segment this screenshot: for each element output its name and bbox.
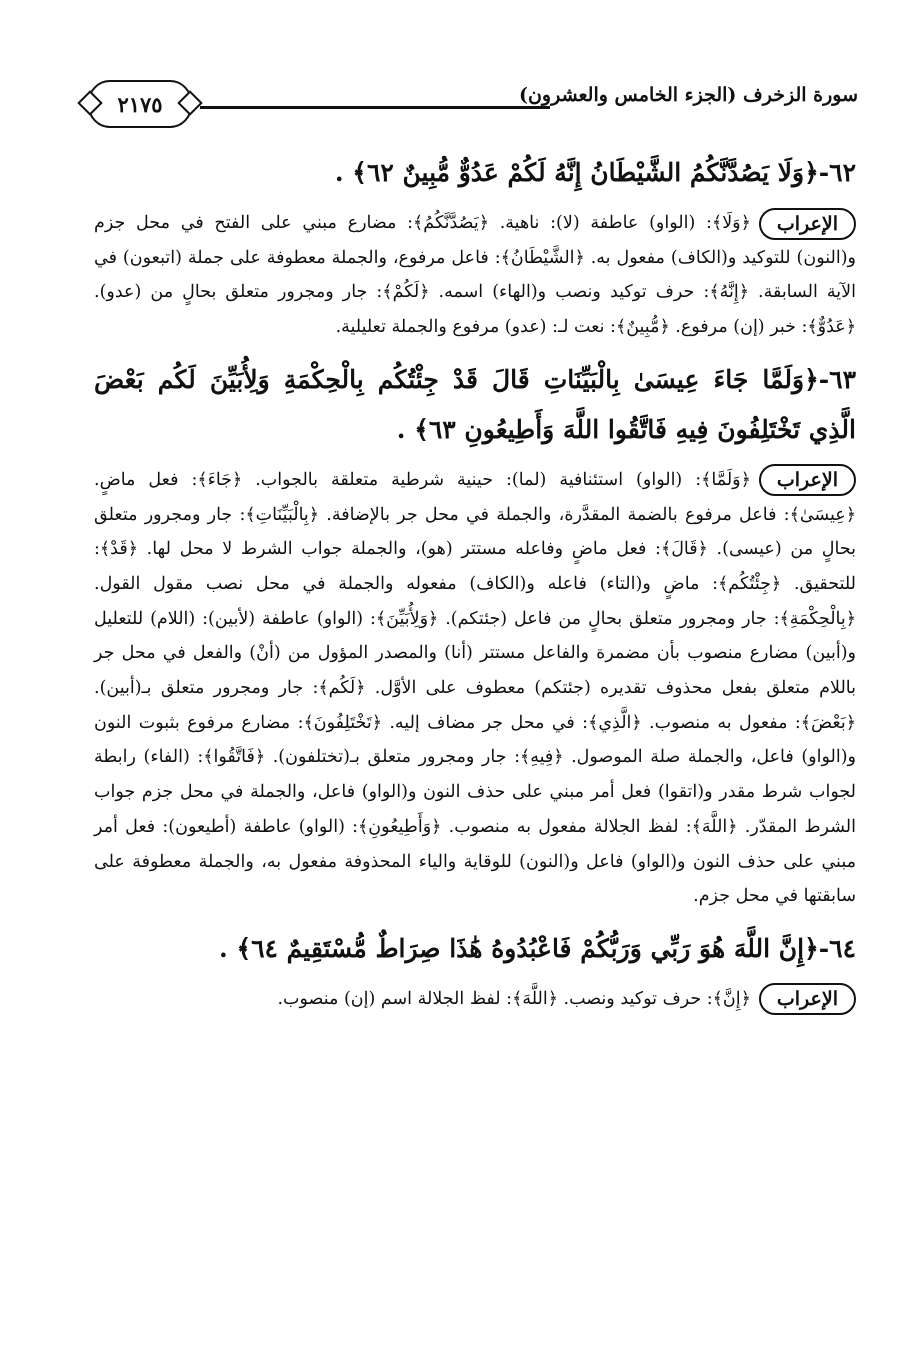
verse-63 — [94, 355, 856, 455]
page-header — [88, 78, 858, 130]
header-rule — [200, 106, 550, 109]
irab-label: الإعراب — [759, 208, 856, 240]
verse-64 — [94, 924, 856, 974]
verse-number: ٦٣- — [818, 364, 856, 394]
irab-text: ﴿وَلَا﴾: (الواو) عاطفة (لا): ناهية. ﴿يَصُدَّنَّكُمُ﴾: مضارع مبني على الفتح في محل جزم و(النون) للتوكيد و(الكاف) مفعول به. ﴿الشَّيْطَانُ﴾: فاعل مرفوع، والجملة معطوفة على جملة (اتبعون) في الآية السابقة. ﴿إِنَّهُ﴾: حرف توكيد ونصب و(الهاء) اسمه. ﴿لَكُمْ﴾: جار ومجرور متعلق بحالٍ من (عدو). ﴿عَدُوٌّ﴾: خبر (إن) مرفوع. ﴿مُّبِينٌ﴾: نعت لـ: (عدو) مرفوع والجملة تعليلية. — [94, 213, 856, 338]
verse-number: ٦٤- — [818, 933, 856, 963]
verse-text: ﴿إِنَّ اللَّهَ هُوَ رَبِّي وَرَبُّكُمْ فَاعْبُدُوهُ هَٰذَا صِرَاطٌ مُّسْتَقِيمٌ ٦٤﴾ . — [219, 933, 819, 963]
page-number: ٢١٧٥ — [88, 80, 192, 128]
verse-text: ﴿وَلَا يَصُدَّنَّكُمُ الشَّيْطَانُ إِنَّهُ لَكُمْ عَدُوٌّ مُّبِينٌ ٦٢﴾ . — [334, 158, 819, 187]
irab-text: ﴿وَلَمَّا﴾: (الواو) استئنافية (لما): حينية شرطية متعلقة بالجواب. ﴿جَاءَ﴾: فعل ماضٍ. ﴿عِيسَىٰ﴾: فاعل مرفوع بالضمة المقدَّرة، والجملة في محل جر بالإضافة. ﴿بِالْبَيِّنَاتِ﴾: جار ومجرور متعلق بحالٍ من (عيسى). ﴿قَالَ﴾: فعل ماضٍ وفاعله مستتر (هو)، والجملة جواب الشرط لا محل لها. ﴿قَدْ﴾: للتحقيق. ﴿جِئْتُكُم﴾: ماضٍ و(التاء) فاعله و(الكاف) مفعوله والجملة في محل نصب مقول القول. ﴿بِالْحِكْمَةِ﴾: جار ومجرور متعلق بحالٍ من فاعل (جئتكم). ﴿وَلِأُبَيِّنَ﴾: (الواو) عاطفة (لأبين): (اللام) للتعليل و(أبين) مضارع منصوب بأن مضمرة والفاعل مستتر (أنا) والمصدر المؤول من (أنْ) والفعل في محل جر باللام متعلق بفعل محذوف تقديره (جئتكم) معطوف على الأوَّل. ﴿لَكُم﴾: جار ومجرور متعلق بـ(أبين). ﴿بَعْضَ﴾: مفعول به منصوب. ﴿الَّذِي﴾: في محل جر مضاف إليه. ﴿تَخْتَلِفُونَ﴾: مضارع مرفوع بثبوت النون و(الواو) فاعل، والجملة صلة الموصول. ﴿فِيهِ﴾: جار ومجرور متعلق بـ(تختلفون). ﴿فَاتَّقُوا﴾: (الفاء) رابطة لجواب شرط مقدر و(اتقوا) فعل أمر مبني على حذف النون و(الواو) فاعل، والجملة في محل جزم جواب الشرط المقدّر. ﴿اللَّهَ﴾: لفظ الجلالة مفعول به منصوب. ﴿وَأَطِيعُونِ﴾: (الواو) عاطفة (أطيعون): فعل أمر مبني على حذف النون و(الواو) فاعل و(النون) للوقاية والياء المحذوفة مفعول به، والجملة معطوفة على سابقتها في محل جزم. — [94, 469, 856, 907]
irab-62 — [94, 206, 856, 345]
irab-64 — [94, 982, 856, 1017]
running-title: سورة الزخرف (الجزء الخامس والعشرون) — [518, 84, 858, 106]
irab-63 — [94, 463, 856, 914]
irab-text: ﴿إِنَّ﴾: حرف توكيد ونصب. ﴿اللَّهَ﴾: لفظ الجلالة اسم (إن) منصوب. — [277, 988, 751, 1009]
irab-label: الإعراب — [759, 983, 856, 1015]
page-content — [94, 148, 856, 1027]
verse-62 — [94, 148, 856, 198]
verse-text: ﴿وَلَمَّا جَاءَ عِيسَىٰ بِالْبَيِّنَاتِ قَالَ قَدْ جِئْتُكُم بِالْحِكْمَةِ وَلِأُبَيِّنَ لَكُم بَعْضَ الَّذِي تَخْتَلِفُونَ فِيهِ فَاتَّقُوا اللَّهَ وَأَطِيعُونِ ٦٣﴾ . — [94, 364, 856, 444]
irab-label: الإعراب — [759, 464, 856, 496]
verse-number: ٦٢- — [818, 158, 856, 187]
